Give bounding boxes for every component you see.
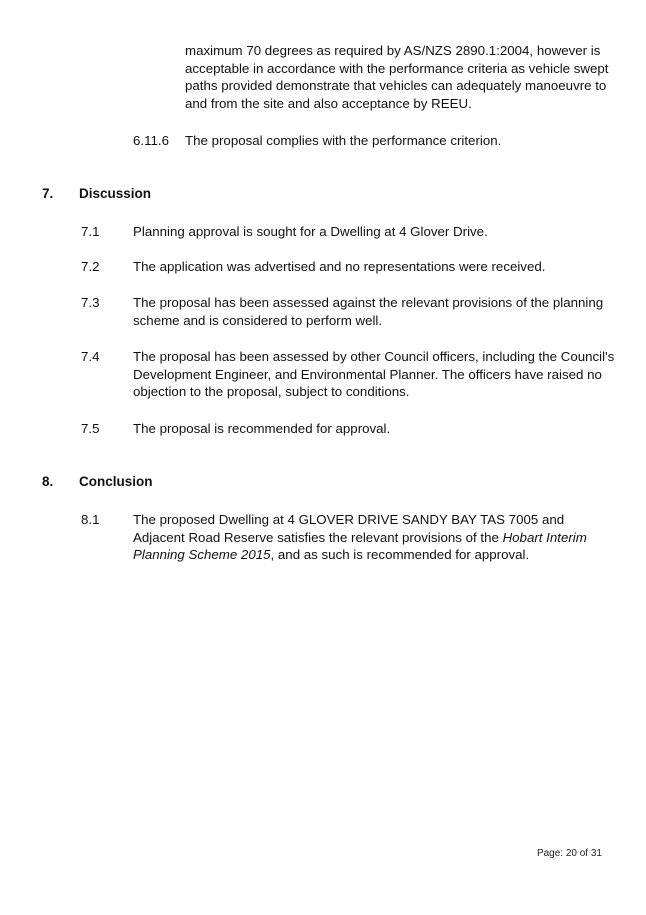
page-number-footer: Page: 20 of 31: [536, 848, 602, 859]
scheme-title-italic: Planning Scheme 2015: [133, 547, 271, 562]
continuation-line: maximum 70 degrees as required by AS/NZS 2890.1:2004, however is: [185, 43, 601, 58]
item-number-7-5: 7.5: [81, 421, 100, 436]
item-text-7-5: The proposal is recommended for approval.: [133, 421, 391, 436]
item-number-7-2: 7.2: [81, 259, 100, 274]
section-8-title: Conclusion: [79, 474, 153, 489]
item-text-7-3: The proposal has been assessed against the relevant provisions of the planning scheme and is considered to perform well.: [133, 295, 604, 328]
item-number-7-4: 7.4: [81, 349, 100, 364]
item-text-6-11-6: The proposal complies with the performance criterion.: [185, 133, 502, 148]
item-text-8-1: The proposed Dwelling at 4 GLOVER DRIVE SANDY BAY TAS 7005 and Adjacent Road Reserve satisfies the relevant provisions of the Hobart Interim Planning Scheme 2015, and as such is recommended for approval.: [133, 512, 587, 562]
item-number-8-1: 8.1: [81, 512, 100, 527]
item-number-7-1: 7.1: [81, 224, 100, 239]
section-7-title: Discussion: [79, 186, 152, 201]
continuation-line: and from the site and also acceptance by REEU.: [185, 95, 472, 111]
scheme-title-italic: Hobart Interim: [502, 529, 587, 545]
continuation-paragraph: [185, 42, 609, 112]
item-number-6-11-6: 6.11.6: [133, 133, 169, 148]
section-7-number: 7.: [42, 186, 54, 201]
section-8-number: 8.: [42, 474, 54, 489]
continuation-line: acceptable in accordance with the performance criteria as vehicle swept: [185, 60, 609, 76]
item-number-7-3: 7.3: [81, 295, 100, 310]
item-text-7-1: Planning approval is sought for a Dwelling at 4 Glover Drive.: [133, 224, 488, 239]
item-text-7-2: The application was advertised and no representations were received.: [133, 259, 546, 274]
continuation-line: paths provided demonstrate that vehicles can adequately manoeuvre to: [185, 78, 607, 93]
item-text-7-4: The proposal has been assessed by other Council officers, including the Council's Development Engineer, and Environmental Planner. The officers have raised no objection to the proposal, subject to conditions.: [133, 349, 615, 399]
